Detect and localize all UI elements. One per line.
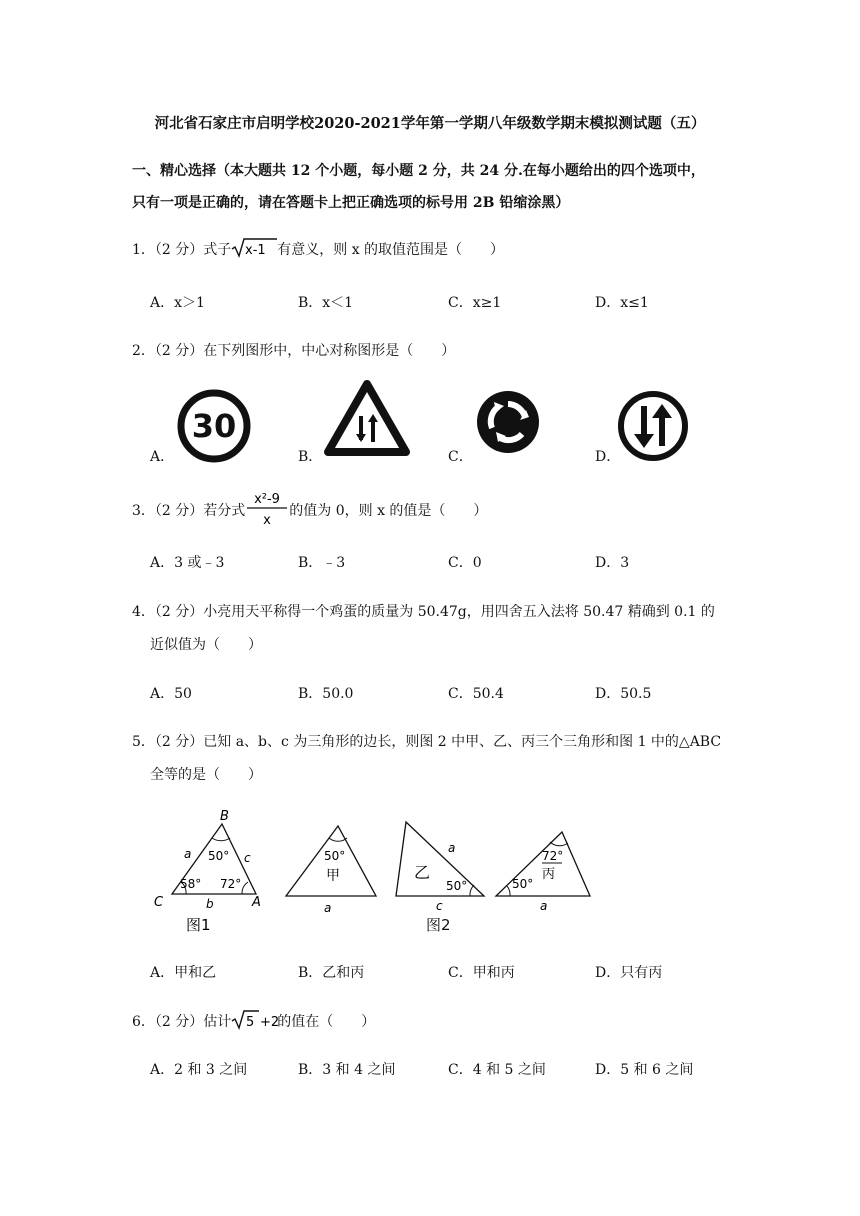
svg-text:a: a bbox=[448, 841, 456, 855]
svg-text:72°: 72° bbox=[542, 849, 564, 863]
figure-1-triangle-abc bbox=[150, 806, 270, 936]
svg-text:b: b bbox=[206, 897, 214, 911]
q3-option-c[interactable]: C．0 bbox=[448, 555, 482, 571]
svg-text:甲: 甲 bbox=[326, 868, 340, 884]
sqrt-x-minus-1 bbox=[231, 236, 277, 264]
roundabout-sign-icon bbox=[476, 390, 540, 454]
q1-option-a[interactable]: A．x＞1 bbox=[150, 295, 205, 311]
q2-option-b[interactable]: B． bbox=[298, 449, 323, 465]
question-6-prefix: 6．（2 分）估计 bbox=[132, 1014, 232, 1030]
q4-option-d[interactable]: D．50.5 bbox=[595, 686, 652, 702]
q5-option-a[interactable]: A．甲和乙 bbox=[150, 965, 217, 981]
svg-text:5: 5 bbox=[246, 1015, 255, 1030]
svg-text:+2: +2 bbox=[260, 1015, 280, 1030]
q6-option-d[interactable]: D．5 和 6 之间 bbox=[595, 1062, 694, 1078]
document-title: 河北省石家庄市启明学校2020-2021学年第一学期八年级数学期末模拟测试题（五） bbox=[154, 115, 706, 132]
radical-sign-icon bbox=[231, 1008, 280, 1032]
svg-text:50°: 50° bbox=[324, 849, 346, 863]
question-1-prefix: 1．（2 分）式子 bbox=[132, 242, 232, 258]
svg-text:x²-9: x²-9 bbox=[254, 492, 281, 507]
question-3-suffix: 的值为 0，则 x 的值是（ ） bbox=[289, 503, 488, 519]
svg-text:C: C bbox=[154, 895, 164, 910]
question-1 bbox=[132, 236, 504, 264]
svg-text:图1: 图1 bbox=[186, 916, 211, 934]
two-way-arrows-sign-icon bbox=[617, 390, 689, 462]
figure-triangle-bing bbox=[492, 828, 594, 912]
fraction-icon bbox=[245, 486, 289, 530]
figure-2-caption: 图2 bbox=[426, 916, 451, 934]
fraction-expression bbox=[245, 486, 289, 534]
q3-option-d[interactable]: D．3 bbox=[595, 555, 630, 571]
q6-option-c[interactable]: C．4 和 5 之间 bbox=[448, 1062, 546, 1078]
question-3 bbox=[132, 486, 487, 534]
question-6 bbox=[132, 1008, 375, 1036]
sqrt-5-plus-2 bbox=[231, 1008, 280, 1036]
svg-text:50°: 50° bbox=[208, 849, 230, 863]
svg-text:72°: 72° bbox=[220, 877, 242, 891]
radical-sign-icon bbox=[231, 236, 277, 260]
svg-text:50°: 50° bbox=[446, 879, 468, 893]
svg-text:c: c bbox=[436, 899, 443, 913]
question-2: 2．（2 分）在下列图形中，中心对称图形是（ ） bbox=[132, 343, 456, 359]
svg-text:a: a bbox=[540, 899, 548, 913]
q2-option-d[interactable]: D． bbox=[595, 449, 621, 465]
section-header-line1: 一、精心选择（本大题共 12 个小题，每小题 2 分，共 24 分.在每小题给出的四个选项中， bbox=[132, 163, 705, 179]
svg-text:58°: 58° bbox=[180, 877, 202, 891]
svg-text:A: A bbox=[252, 895, 261, 910]
svg-text:x: x bbox=[263, 513, 272, 528]
question-4-line2: 近似值为（ ） bbox=[150, 637, 262, 653]
figure-triangle-jia bbox=[282, 822, 380, 916]
svg-text:丙: 丙 bbox=[542, 867, 556, 882]
svg-text:a: a bbox=[184, 847, 192, 861]
q2-option-a[interactable]: A． bbox=[150, 449, 175, 465]
svg-text:50°: 50° bbox=[512, 877, 534, 891]
q5-option-b[interactable]: B．乙和丙 bbox=[298, 965, 365, 981]
svg-text:a: a bbox=[324, 901, 332, 915]
svg-text:B: B bbox=[220, 809, 229, 824]
q4-option-a[interactable]: A．50 bbox=[150, 686, 192, 702]
figure-triangle-yi bbox=[392, 818, 492, 914]
q2-option-c[interactable]: C． bbox=[448, 449, 473, 465]
question-1-suffix: 有意义，则 x 的取值范围是（ ） bbox=[277, 242, 505, 258]
section-header-line2: 只有一项是正确的，请在答题卡上把正确选项的标号用 2B 铅缩涂黑） bbox=[132, 195, 570, 211]
q4-option-b[interactable]: B．50.0 bbox=[298, 686, 354, 702]
q1-option-d[interactable]: D．x≤1 bbox=[595, 295, 649, 311]
question-3-prefix: 3．（2 分）若分式 bbox=[132, 503, 246, 519]
q1-option-c[interactable]: C．x≥1 bbox=[448, 295, 502, 311]
q4-option-c[interactable]: C．50.4 bbox=[448, 686, 504, 702]
svg-text:30: 30 bbox=[191, 407, 237, 445]
question-5-line1: 5．（2 分）已知 a、b、c 为三角形的边长，则图 2 中甲、乙、丙三个三角形和图 1 中的△ABC bbox=[132, 734, 722, 750]
q5-option-c[interactable]: C．甲和丙 bbox=[448, 965, 515, 981]
q6-option-a[interactable]: A．2 和 3 之间 bbox=[150, 1062, 248, 1078]
question-6-suffix: 的值在（ ） bbox=[277, 1014, 376, 1030]
speed-limit-sign-icon bbox=[176, 388, 252, 464]
svg-text:乙: 乙 bbox=[414, 863, 431, 882]
q3-option-b[interactable]: B．﹣3 bbox=[298, 555, 346, 571]
svg-text:x-1: x-1 bbox=[245, 243, 266, 258]
q6-option-b[interactable]: B．3 和 4 之间 bbox=[298, 1062, 396, 1078]
q3-option-a[interactable]: A．3 或﹣3 bbox=[150, 555, 225, 571]
two-way-traffic-warning-sign-icon bbox=[324, 380, 410, 456]
question-4-line1: 4．（2 分）小亮用天平称得一个鸡蛋的质量为 50.47g，用四舍五入法将 50.47 精确到 0.1 的 bbox=[132, 604, 715, 620]
question-5-line2: 全等的是（ ） bbox=[150, 767, 262, 783]
q5-option-d[interactable]: D．只有丙 bbox=[595, 965, 663, 981]
q1-option-b[interactable]: B．x＜1 bbox=[298, 295, 354, 311]
svg-text:c: c bbox=[244, 851, 251, 865]
